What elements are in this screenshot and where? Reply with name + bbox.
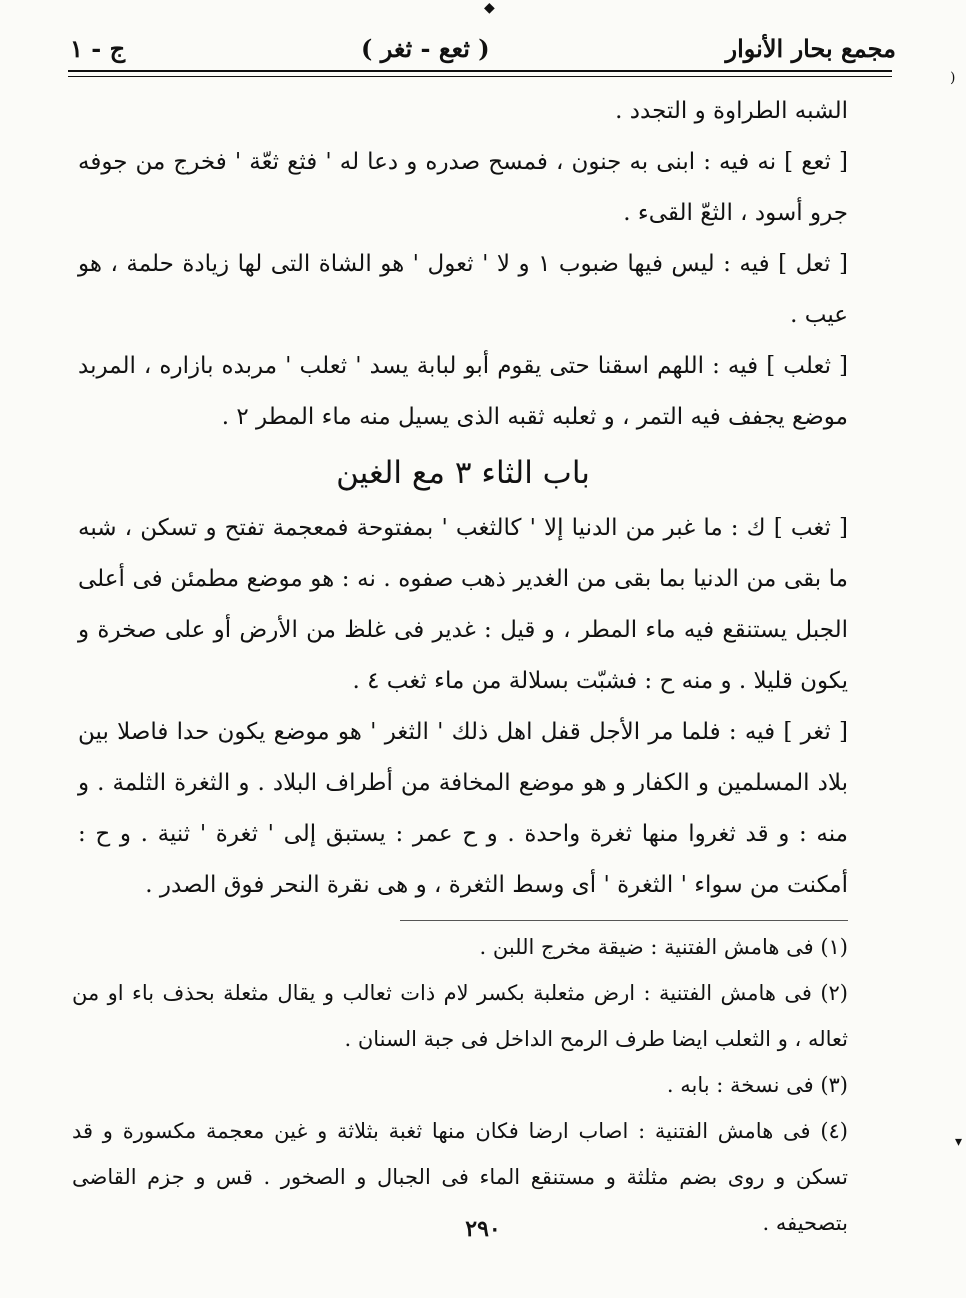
running-header [70,28,896,68]
footnotes [72,924,848,1246]
footnote: (٤) فى هامش الفتنية : اصاب ارضا فكان منها ثغبة بثلاثة و غين معجمة مكسورة و قد تسكن و روى بضم مثلثة و مستنقع الماء فى الجبال و الصخور . قس و جزم القاضى بتصحيفه . [72,1119,848,1235]
volume-number: ج - ١ [70,33,126,63]
main-text [78,86,848,911]
footnote: (١) فى هامش الفتنية : ضيقة مخرج اللبن . [479,935,848,959]
footnote: (٣) فى نسخة : بابه . [666,1073,848,1097]
entry-thalab: [ ثعلب ] فيه : اللهم اسقنا حتى يقوم أبو لبابة يسد ' ثعلب ' مربده بازاره ، المربد موضع يجفف فيه التمر ، و ثعلبه ثقبه الذى يسيل منه ماء المطر ٢ . [78,353,848,430]
paragraph-continuation: الشبه الطراوة و التجدد . [615,98,848,124]
header-rule-thin [68,76,892,77]
entry-thaa: [ ثعع ] نه فيه : ابنى به جنون ، فمسح صدره و دعا له ' فثع ثعّة ' فخرج من جوفه جرو أسود ، الثعّ القىء . [78,149,848,226]
scan-speck: ◆ [484,0,495,16]
footnote-separator [400,920,848,921]
scan-edge-mark: ) [950,70,956,86]
page-number: ٢٩٠ [465,1216,501,1242]
section-range: ( ثعع - ثغر ) [360,33,490,63]
entry-thaal: [ ثعل ] فيه : ليس فيها ضبوب ١ و لا ' ثعول ' هو الشاة التى لها زيادة حلمة ، هو عيب . [78,251,848,328]
scan-edge-mark: ▾ [955,1134,963,1150]
entry-thaghab: [ ثغب ] ك : ما غبر من الدنيا إلا ' كالثغب ' بمفتوحة فمعجمة تفتح و تسكن ، شبه ما بقى من الدنيا بما بقى من الغدير ذهب صفوه . نه : هو موضع مطمئن فى أعلى الجبل يستنقع فيه ماء المطر ، و قيل : غدير فى غلظ من الأرض أو على صخرة و يكون قليلا . و منه ح : فشبّت بسلالة من ماء ثغب ٤ . [78,515,848,694]
header-rule [68,70,892,72]
footnote: (٢) فى هامش الفتنية : ارض مثعلبة بكسر لام ذات ثعالب و يقال مثعلة بحذف باء او من ثعاله ، و الثعلب ايضا طرف الرمح الداخل فى جبة السنان . [72,981,848,1051]
chapter-heading: باب الثاء ٣ مع الغين [336,455,590,491]
book-title: مجمع بحار الأنوار [725,33,896,63]
entry-thaghr: [ ثغر ] فيه : فلما مر الأجل قفل اهل ذلك ' الثغر ' هو موضع يكون حدا فاصلا بين بلاد المسلمين و الكفار و هو موضع المخافة من أطراف البلاد . و الثغرة الثلمة . و منه : و قد ثغروا منها ثغرة واحدة . و ح عمر : يستبق إلى ' ثغرة ' ثنية . و ح : أمكنت من سواء ' الثغرة ' أى وسط الثغرة ، و هى نقرة النحر فوق الصدر . [78,719,848,898]
